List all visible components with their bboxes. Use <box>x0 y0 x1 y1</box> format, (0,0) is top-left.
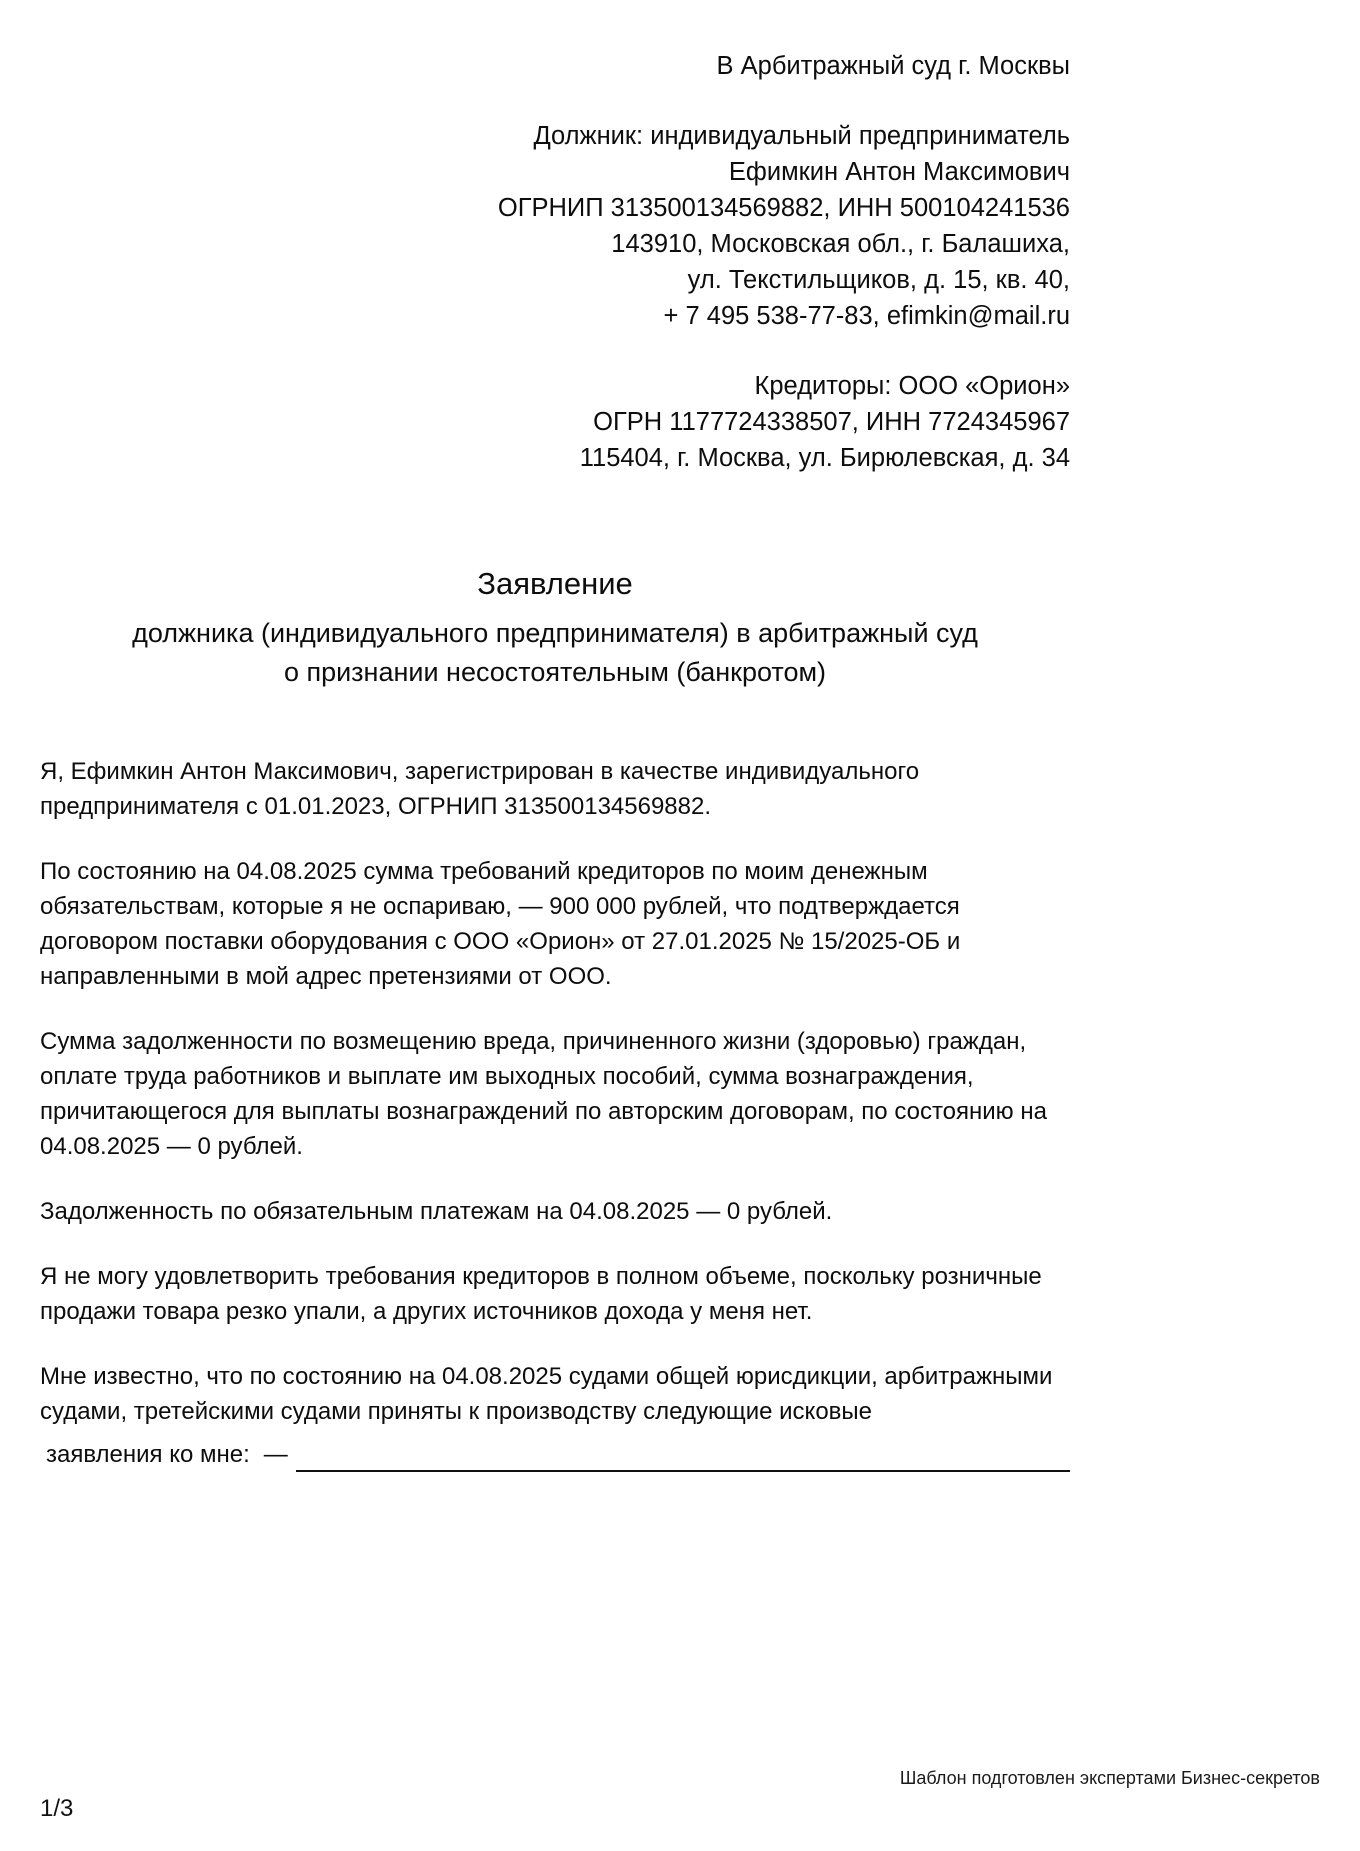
court-name <box>40 48 1070 84</box>
paragraph-mandatory-payments-debt: Задолженность по обязательным платежам на 04.08.2025 — 0 рублей. <box>40 1198 833 1225</box>
debtor-line-1: Должник: индивидуальный предприниматель <box>533 122 1070 150</box>
creditor-line-1: Кредиторы: ООО «Орион» <box>754 372 1070 400</box>
fillin-row <box>40 1437 1070 1472</box>
fillin-rule-line[interactable] <box>296 1444 1070 1472</box>
creditor-details <box>40 368 1070 476</box>
paragraph-registration: Я, Ефимкин Антон Максимович, зарегистрирован в качестве индивидуального предпринимателя с 01.01.2023, ОГРНИП 313500134569882. <box>40 758 920 820</box>
debtor-details <box>40 118 1070 334</box>
page-content <box>40 0 1070 1472</box>
paragraph-creditor-claims: По состоянию на 04.08.2025 сумма требований кредиторов по моим денежным обязательствам, которые я не оспариваю, — 900 000 рублей, что подтверждается договором поставки оборудования с ООО «Орион» от 27.01.2025 № 15/2025-ОБ и направленными в мой адрес претензиями от ООО. <box>40 858 961 990</box>
court-name-text: В Арбитражный суд г. Москвы <box>716 52 1070 80</box>
title-block <box>40 564 1070 692</box>
debtor-line-6: + 7 495 538-77-83, efimkin@mail.ru <box>663 302 1070 330</box>
creditor-line-2: ОГРН 1177724338507, ИНН 7724345967 <box>593 408 1070 436</box>
paragraph-harm-and-wages-debt: Сумма задолженности по возмещению вреда, причиненного жизни (здоровью) граждан, оплате труда работников и выплате им выходных пособий, сумма вознаграждения, причитающегося для выплаты вознаграждений по авторским договорам, по состоянию на 04.08.2025 — 0 рублей. <box>40 1028 1047 1160</box>
subtitle-line-1: должника (индивидуального предпринимателя) в арбитражный суд <box>132 618 978 648</box>
paragraph-pending-lawsuits: Мне известно, что по состоянию на 04.08.2025 судами общей юрисдикции, арбитражными судами, третейскими судами приняты к производству следующие исковые <box>40 1363 1053 1425</box>
debtor-line-3: ОГРНИП 313500134569882, ИНН 500104241536 <box>497 194 1070 222</box>
page-title: Заявление <box>477 566 633 601</box>
addressee-block <box>40 0 1070 476</box>
document-subtitle <box>40 614 1070 692</box>
fillin-label: заявления ко мне: <box>46 1441 250 1468</box>
creditor-line-3: 115404, г. Москва, ул. Бирюлевская, д. 34 <box>579 444 1070 472</box>
debtor-line-4: 143910, Московская обл., г. Балашиха, <box>611 230 1070 258</box>
page-number: 1/3 <box>40 1795 74 1822</box>
document-body <box>40 754 1070 1429</box>
debtor-line-2: Ефимкин Антон Максимович <box>728 158 1070 186</box>
footer-note: Шаблон подготовлен экспертами Бизнес-секретов <box>899 1768 1320 1788</box>
subtitle-line-2: о признании несостоятельным (банкротом) <box>283 657 827 687</box>
fillin-dash: — <box>263 1441 288 1468</box>
debtor-line-5: ул. Текстильщиков, д. 15, кв. 40, <box>687 266 1070 294</box>
paragraph-inability-to-pay: Я не могу удовлетворить требования кредиторов в полном объеме, поскольку розничные продажи товара резко упали, а других источников дохода у меня нет. <box>40 1263 1042 1325</box>
